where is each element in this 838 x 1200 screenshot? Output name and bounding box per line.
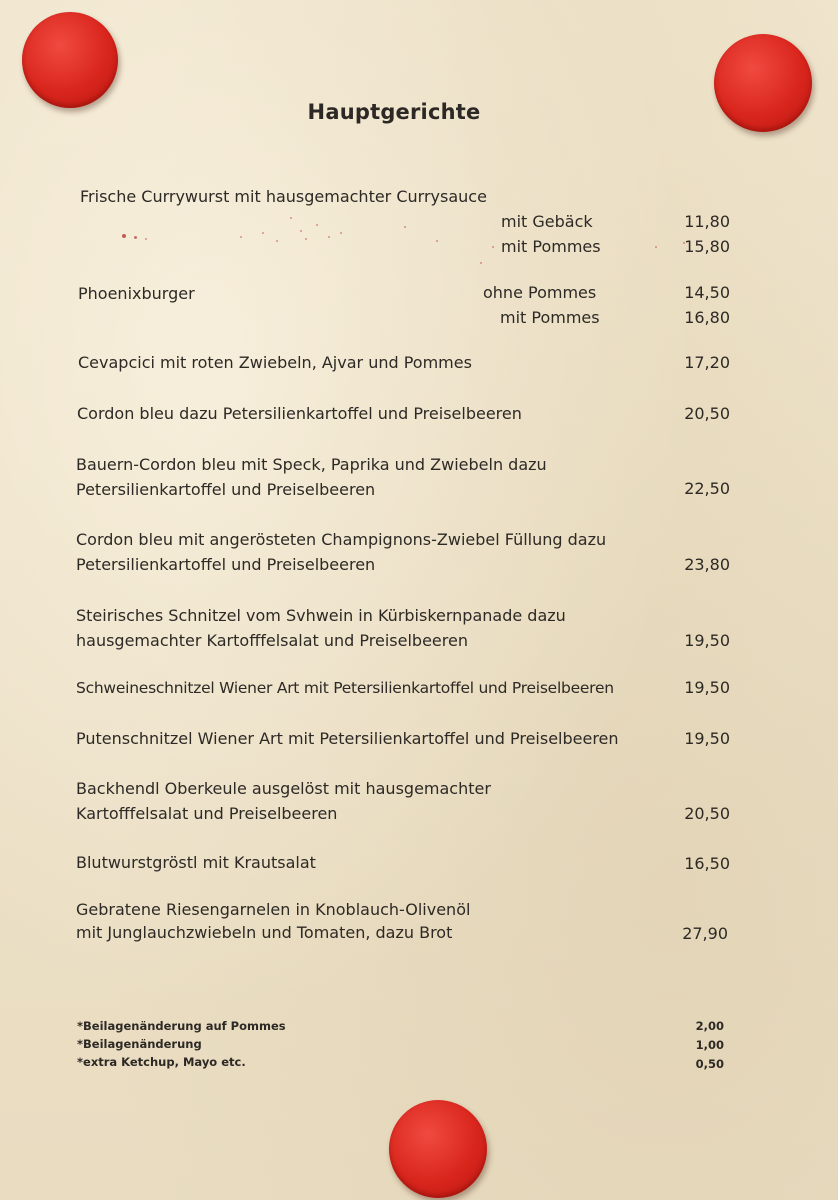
- menu-item-price: 19,50: [684, 678, 730, 697]
- menu-item-name: Blutwurstgröstl mit Krautsalat: [76, 853, 316, 872]
- menu-item-name: Cevapcici mit roten Zwiebeln, Ajvar und Pommes: [78, 353, 472, 372]
- variant-price: 16,80: [684, 308, 730, 327]
- menu-item-name: Putenschnitzel Wiener Art mit Petersilienkartoffel und Preiselbeeren: [76, 729, 619, 748]
- variant-label: mit Pommes: [501, 237, 601, 256]
- page-title: Hauptgerichte: [307, 100, 481, 124]
- menu-item-price: 20,50: [684, 404, 730, 423]
- menu-item-price: 22,50: [684, 479, 730, 498]
- variant-label: mit Gebäck: [501, 212, 593, 231]
- footnote-price: 0,50: [695, 1057, 724, 1071]
- menu-item-price: 19,50: [684, 631, 730, 650]
- menu-item-name-line2: Kartofffelsalat und Preiselbeeren: [76, 804, 338, 823]
- menu-item-name: Cordon bleu mit angerösteten Champignons-Zwiebel Füllung dazu: [76, 530, 607, 549]
- footnote-price: 1,00: [695, 1038, 724, 1052]
- footnote-price: 2,00: [695, 1019, 724, 1033]
- variant-price: 15,80: [684, 237, 730, 256]
- menu-item-name: Steirisches Schnitzel vom Svhwein in Kürbiskernpanade dazu: [76, 606, 566, 625]
- variant-price: 14,50: [684, 283, 730, 302]
- menu-item-name: Phoenixburger: [78, 284, 195, 303]
- menu-item-name: Bauern-Cordon bleu mit Speck, Paprika und Zwiebeln dazu: [76, 455, 547, 474]
- menu-item-name: Frische Currywurst mit hausgemachter Currysauce: [80, 187, 487, 206]
- menu-item-name: Gebratene Riesengarnelen in Knoblauch-Olivenöl: [76, 900, 471, 919]
- variant-label: mit Pommes: [500, 308, 600, 327]
- variant-price: 11,80: [684, 212, 730, 231]
- footnote-label: *Beilagenänderung auf Pommes: [77, 1019, 286, 1033]
- menu-item-price: 17,20: [684, 353, 730, 372]
- menu-item-name-line2: mit Junglauchzwiebeln und Tomaten, dazu Brot: [76, 923, 453, 942]
- menu-item-name: Backhendl Oberkeule ausgelöst mit hausgemachter: [76, 779, 491, 798]
- menu-item-name: Schweineschnitzel Wiener Art mit Petersilienkartoffel und Preiselbeeren: [76, 679, 614, 697]
- menu-item-price: 16,50: [684, 854, 730, 873]
- menu-item-name-line2: hausgemachter Kartofffelsalat und Preiselbeeren: [76, 631, 468, 650]
- menu-item-price: 27,90: [682, 924, 728, 943]
- menu-item-name: Cordon bleu dazu Petersilienkartoffel und Preiselbeeren: [77, 404, 522, 423]
- variant-label: ohne Pommes: [483, 283, 597, 302]
- red-magnet-bottom: [389, 1100, 487, 1198]
- menu-item-price: 20,50: [684, 804, 730, 823]
- menu-item-price: 23,80: [684, 555, 730, 574]
- menu-item-price: 19,50: [684, 729, 730, 748]
- menu-item-name-line2: Petersilienkartoffel und Preiselbeeren: [76, 480, 376, 499]
- footnote-label: *extra Ketchup, Mayo etc.: [77, 1055, 246, 1069]
- footnote-label: *Beilagenänderung: [77, 1037, 202, 1051]
- red-magnet-top-left: [22, 12, 118, 108]
- menu-item-name-line2: Petersilienkartoffel und Preiselbeeren: [76, 555, 376, 574]
